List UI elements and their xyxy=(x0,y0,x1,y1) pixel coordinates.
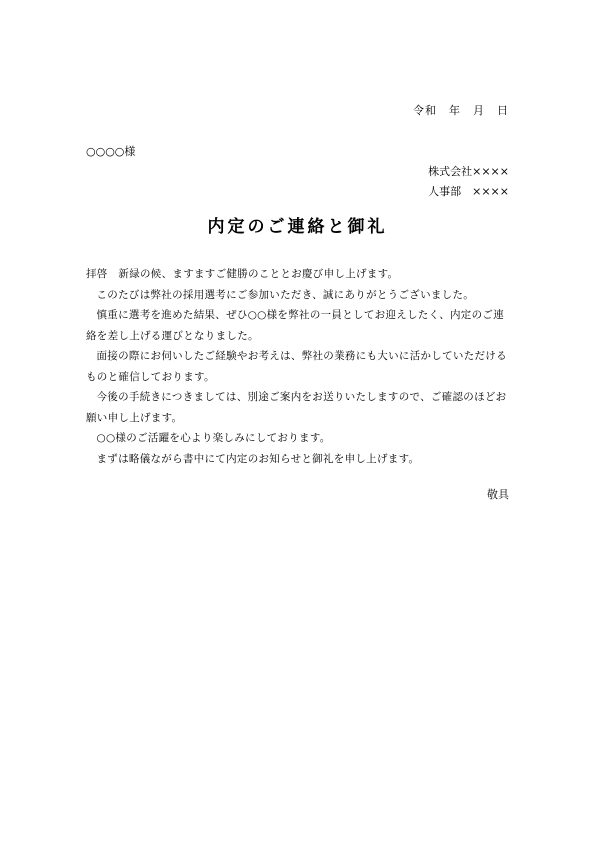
closing-phrase: 敬具 xyxy=(487,488,509,501)
body-paragraph-expectation: ○○様のご活躍を心より楽しみにしております。 xyxy=(96,432,331,444)
letter-title: 内定のご連絡と御礼 xyxy=(207,217,388,237)
recipient-name: ○○○○様 xyxy=(86,145,136,158)
sender-company: 株式会社×××× xyxy=(428,165,509,178)
body-paragraph-procedure: 今後の手続きにつきましては、別途ご案内をお送りいたしますので、ご確認のほどお願い申し上げます。 xyxy=(86,391,507,424)
letter-body xyxy=(86,264,511,469)
body-paragraph-interview: 面接の際にお伺いしたご経験やお考えは、弊社の業務にも大いに活かしていただけるものと確信しております。 xyxy=(86,350,507,383)
body-paragraph-thanks: このたびは弊社の採用選考にご参加いただき、誠にありがとうございました。 xyxy=(96,288,475,301)
letter-date: 令和 年 月 日 xyxy=(413,104,509,117)
sender-department: 人事部 ×××× xyxy=(428,185,509,198)
body-paragraph-conclusion: まずは略儀ながら書中にて内定のお知らせと御礼を申し上げます。 xyxy=(96,452,420,465)
body-paragraph-greeting: 拝啓 新緑の候、ますますご健勝のこととお慶び申し上げます。 xyxy=(86,268,399,280)
body-paragraph-offer: 慎重に選考を進めた結果、ぜひ○○様を弊社の一員としてお迎えしたく、内定のご連絡を差し上げる運びとなりました。 xyxy=(86,309,505,342)
